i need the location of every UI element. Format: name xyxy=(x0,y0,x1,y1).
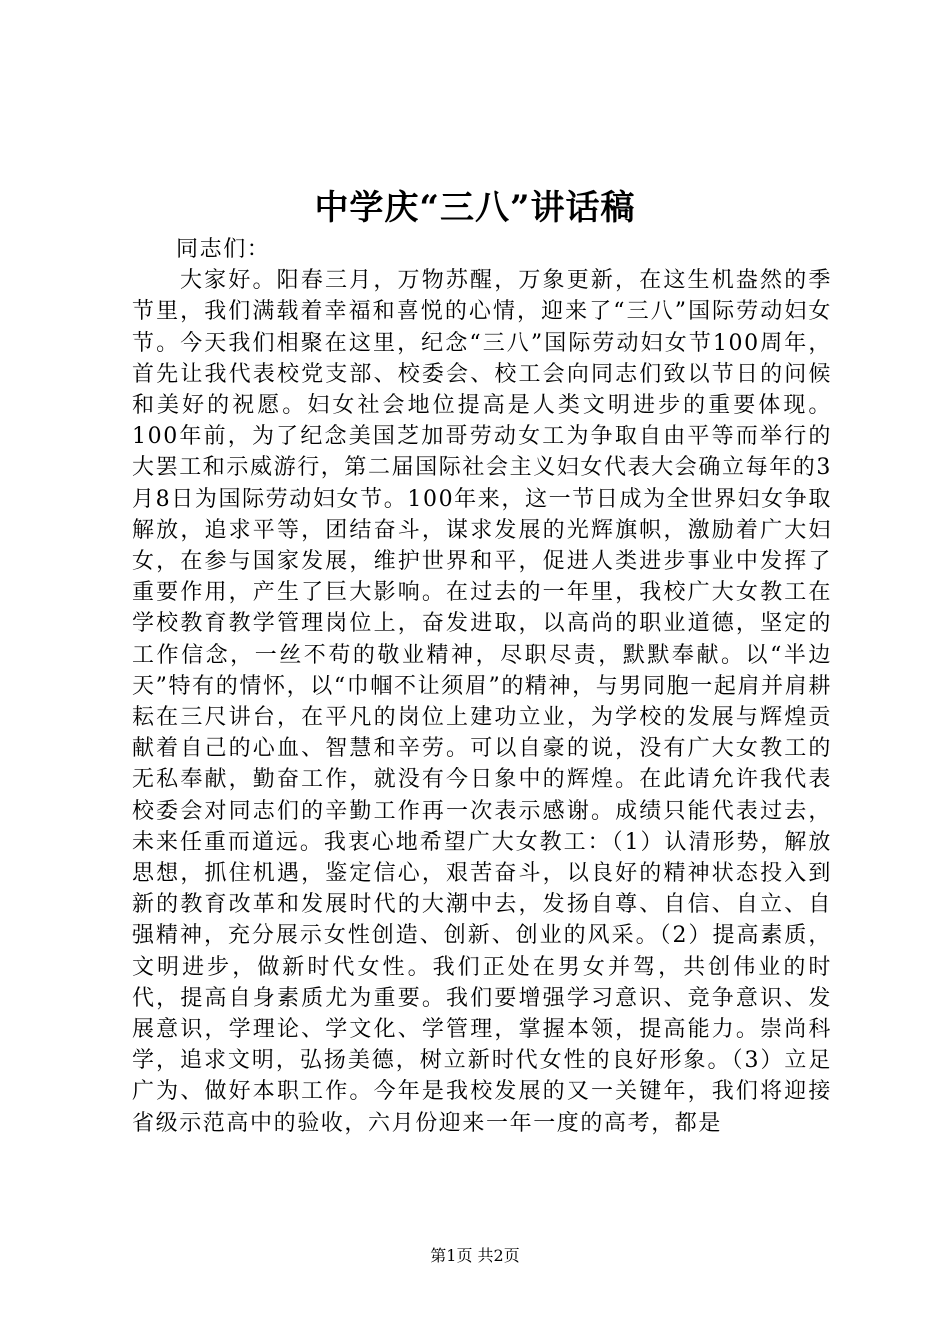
document-title: 中学庆“三八”讲话稿 xyxy=(314,188,636,228)
salutation: 同志们： xyxy=(176,237,271,262)
document-body xyxy=(132,234,832,1139)
body-paragraph: 大家好。阳春三月，万物苏醒，万象更新，在这生机盎然的季节里，我们满载着幸福和喜悦的心情，迎来了“三八”国际劳动妇女节。今天我们相聚在这里，纪念“三八”国际劳动妇女节100周年，首先让我代表校党支部、校委会、校工会向同志们致以节日的问候和美好的祝愿。妇女社会地位提高是人类文明进步的重要体现。100年前，为了纪念美国芝加哥劳动女工为争取自由平等而举行的大罢工和示威游行，第二届国际社会主义妇女代表大会确立每年的3月8日为国际劳动妇女节。100年来，这一节日成为全世界妇女争取解放，追求平等，团结奋斗，谋求发展的光辉旗帜，激励着广大妇女，在参与国家发展，维护世界和平，促进人类进步事业中发挥了重要作用，产生了巨大影响。在过去的一年里，我校广大女教工在学校教育教学管理岗位上，奋发进取，以高尚的职业道德，坚定的工作信念，一丝不苟的敬业精神，尽职尽责，默默奉献。以“半边天”特有的情怀，以“巾帼不让须眉”的精神，与男同胞一起肩并肩耕耘在三尺讲台，在平凡的岗位上建功立业，为学校的发展与辉煌贡献着自己的心血、智慧和辛劳。可以自豪的说，没有广大女教工的无私奉献，勤奋工作，就没有今日象中的辉煌。在此请允许我代表校委会对同志们的辛勤工作再一次表示感谢。成绩只能代表过去，未来任重而道远。我衷心地希望广大女教工：（1）认清形势，解放思想，抓住机遇，鉴定信心，艰苦奋斗，以良好的精神状态投入到新的教育改革和发展时代的大潮中去，发扬自尊、自信、自立、自强精神，充分展示女性创造、创新、创业的风采。（2）提高素质，文明进步，做新时代女性。我们正处在男女并驾，共创伟业的时代，提高自身素质尤为重要。我们要增强学习意识、竞争意识、发展意识，学理论、学文化、学管理，掌握本领，提高能力。崇尚科学，追求文明，弘扬美德，树立新时代女性的良好形象。（3）立足广为、做好本职工作。今年是我校发展的又一关键年，我们将迎接省级示范高中的验收，六月份迎来一年一度的高考，都是 xyxy=(132,268,832,1136)
page-indicator: 第1页 共2页 xyxy=(430,1246,520,1265)
